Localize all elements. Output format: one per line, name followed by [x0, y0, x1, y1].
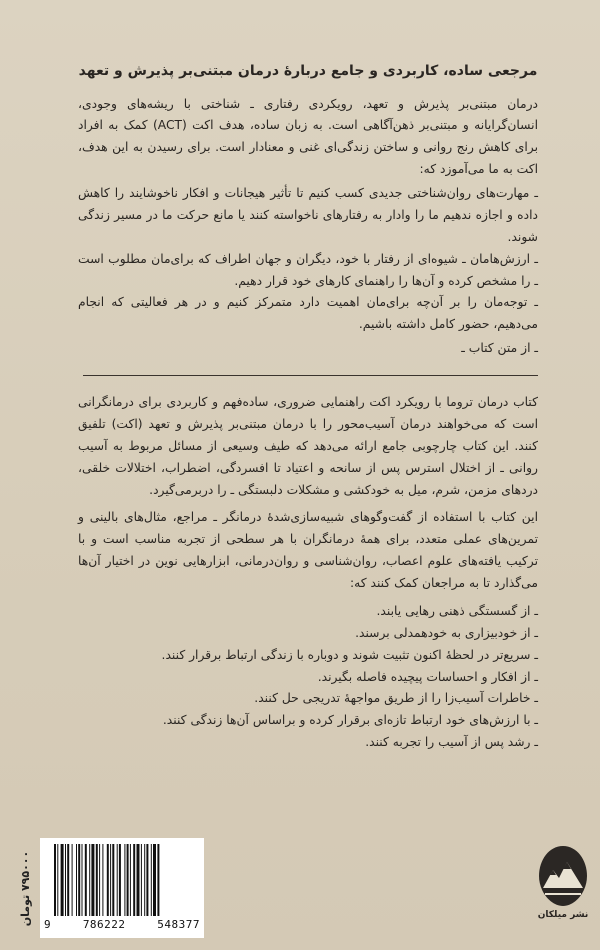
barcode-bar: [112, 844, 114, 916]
barcode-bar: [102, 844, 103, 916]
barcode-bar: [119, 844, 121, 916]
barcode-bar: [91, 844, 94, 916]
act-point: ـ ارزش‌هامان ـ شیوه‌ای از رفتار با خود، دیگران و جهان اطراف که برای‌مان مطلوب است ـ را مشخص کرده و آن‌ها را راهنمای کارهای خود قرار دهیم.: [78, 251, 538, 288]
barcode-bar: [151, 844, 152, 916]
barcode-bar: [72, 844, 73, 916]
barcode-bar: [76, 844, 77, 916]
barcode-bar: [153, 844, 156, 916]
benefit-item: ـ از گسستگی ذهنی رهایی یابند.: [376, 603, 538, 618]
section-divider: [83, 375, 538, 376]
back-cover-footer: [0, 830, 600, 950]
benefit-item: ـ از خودبیزاری به خودهمدلی برسند.: [355, 625, 538, 640]
barcode-number: [44, 918, 200, 931]
barcode-bar: [110, 844, 111, 916]
price-label: [12, 840, 40, 936]
barcode-bar: [141, 844, 142, 916]
barcode-bar: [65, 844, 66, 916]
barcode-bar: [61, 844, 64, 916]
benefit-item: ـ سریع‌تر در لحظهٔ اکنون تثبیت شوند و دوباره با زندگی ارتباط برقرار کنند.: [161, 647, 538, 662]
barcode-bar: [57, 844, 58, 916]
barcode-bar: [54, 844, 56, 916]
publisher-logo: [535, 844, 591, 936]
barcode-bar: [133, 844, 135, 916]
benefit-item: ـ از افکار و احساسات پیچیده فاصله بگیرند.: [317, 669, 538, 684]
cover-text: [78, 62, 538, 754]
intro-paragraph: درمان مبتنی‌بر پذیرش و تعهد، رویکردی رفتاری ـ شناختی با ریشه‌های وجودی، انسان‌گرایانه و مبتنی‌بر ذهن‌آگاهی است. به زبان ساده، هدف اکت (ACT) کمک به افراد برای کاهش رنج روانی و ساختن زندگی‌ای غنی و معنادار است. برای رسیدن به این هدف، اکت به ما می‌آموزد که:: [78, 96, 538, 177]
benefit-item: ـ خاطرات آسیب‌زا را از طریق مواجههٔ تدریجی حل کنند.: [254, 691, 538, 706]
barcode-bar: [137, 844, 140, 916]
publisher-name: نشر میلکان: [537, 910, 589, 920]
barcode-bar: [67, 844, 69, 916]
barcode-bar: [117, 844, 118, 916]
barcode-bar: [96, 844, 98, 916]
barcode-bar: [157, 844, 159, 916]
description-paragraph: این کتاب با استفاده از گفت‌وگوهای شبیه‌سازی‌شدهٔ درمانگر ـ مراجع، مثال‌های بالینی و تمرین‌های عملی متعدد، برای همهٔ درمانگران با هر سطحی از تجربه مناسب است و با ترکیب یافته‌های علوم اعصاب، روان‌شناسی و روان‌درمانی، ابزارهایی نوین در اختیار آن‌ها می‌گذارد تا به مراجعان کمک کنند که:: [78, 510, 538, 591]
barcode-bar: [146, 844, 148, 916]
barcode-digit-group: 786222: [82, 918, 126, 931]
barcode-bar: [107, 844, 109, 916]
price-text: ۷۹۵۰۰۰ تومان: [19, 850, 33, 926]
barcode-bar: [124, 844, 125, 916]
isbn-barcode: [40, 838, 204, 938]
act-point: ـ مهارت‌های روان‌شناختی جدیدی کسب کنیم تا تأثیر هیجانات و افکار ناخوشایند را کاهش داده و اجازه ندهیم ما را وادار به رفتارهای ناخواسته کنند یا مانع حرکت ما در مسیر زندگی شوند.: [78, 186, 538, 244]
summary-section: [78, 62, 538, 359]
barcode-bar: [85, 844, 87, 916]
barcode-bar: [82, 844, 83, 916]
section-heading: مرجعی ساده، کاربردی و جامع دربارهٔ درمان مبتنی‌بر پذیرش و تعهد: [78, 63, 538, 79]
barcode-bar: [89, 844, 90, 916]
barcode-digit-group: 548377: [157, 918, 200, 931]
barcode-bar: [144, 844, 145, 916]
benefit-item: ـ با ارزش‌های خود ارتباط تازه‌ای برقرار کرده و براساس آن‌ها زندگی کنند.: [162, 713, 538, 728]
act-point: ـ توجه‌مان را بر آن‌چه برای‌مان اهمیت دارد متمرکز کنیم و در هر فعالیتی که انجام می‌دهیم، حضور کامل داشته باشیم.: [78, 295, 538, 332]
barcode-bar: [99, 844, 100, 916]
barcode-bars: [52, 844, 194, 916]
barcode-bar: [127, 844, 129, 916]
mountain-logo-icon: [537, 844, 589, 908]
barcode-digit-group: 9: [44, 918, 52, 931]
benefit-item: ـ رشد پس از آسیب را تجربه کنند.: [365, 735, 538, 750]
quote-source: ـ از متن کتاب ـ: [461, 341, 538, 356]
description-section: [78, 392, 538, 754]
barcode-bar: [130, 844, 131, 916]
barcode-bar: [78, 844, 80, 916]
description-paragraph: کتاب درمان تروما با رویکرد اکت راهنمایی ضروری، ساده‌فهم و کاربردی برای درمانگرانی است که می‌خواهند درمان آسیب‌محور را با درمان مبتنی‌بر پذیرش و تعهد (اکت) تلفیق کنند. این کتاب چارچوبی جامع ارائه می‌دهد که طیف وسیعی از مسائل مربوط به آسیب روانی ـ از اختلال استرس پس از سانحه و اعتیاد تا افسردگی، اضطراب، اختلالات خلقی، دردهای مزمن، شرم، میل به خودکشی و مشکلات دلبستگی ـ را دربرمی‌گیرد.: [78, 395, 538, 497]
